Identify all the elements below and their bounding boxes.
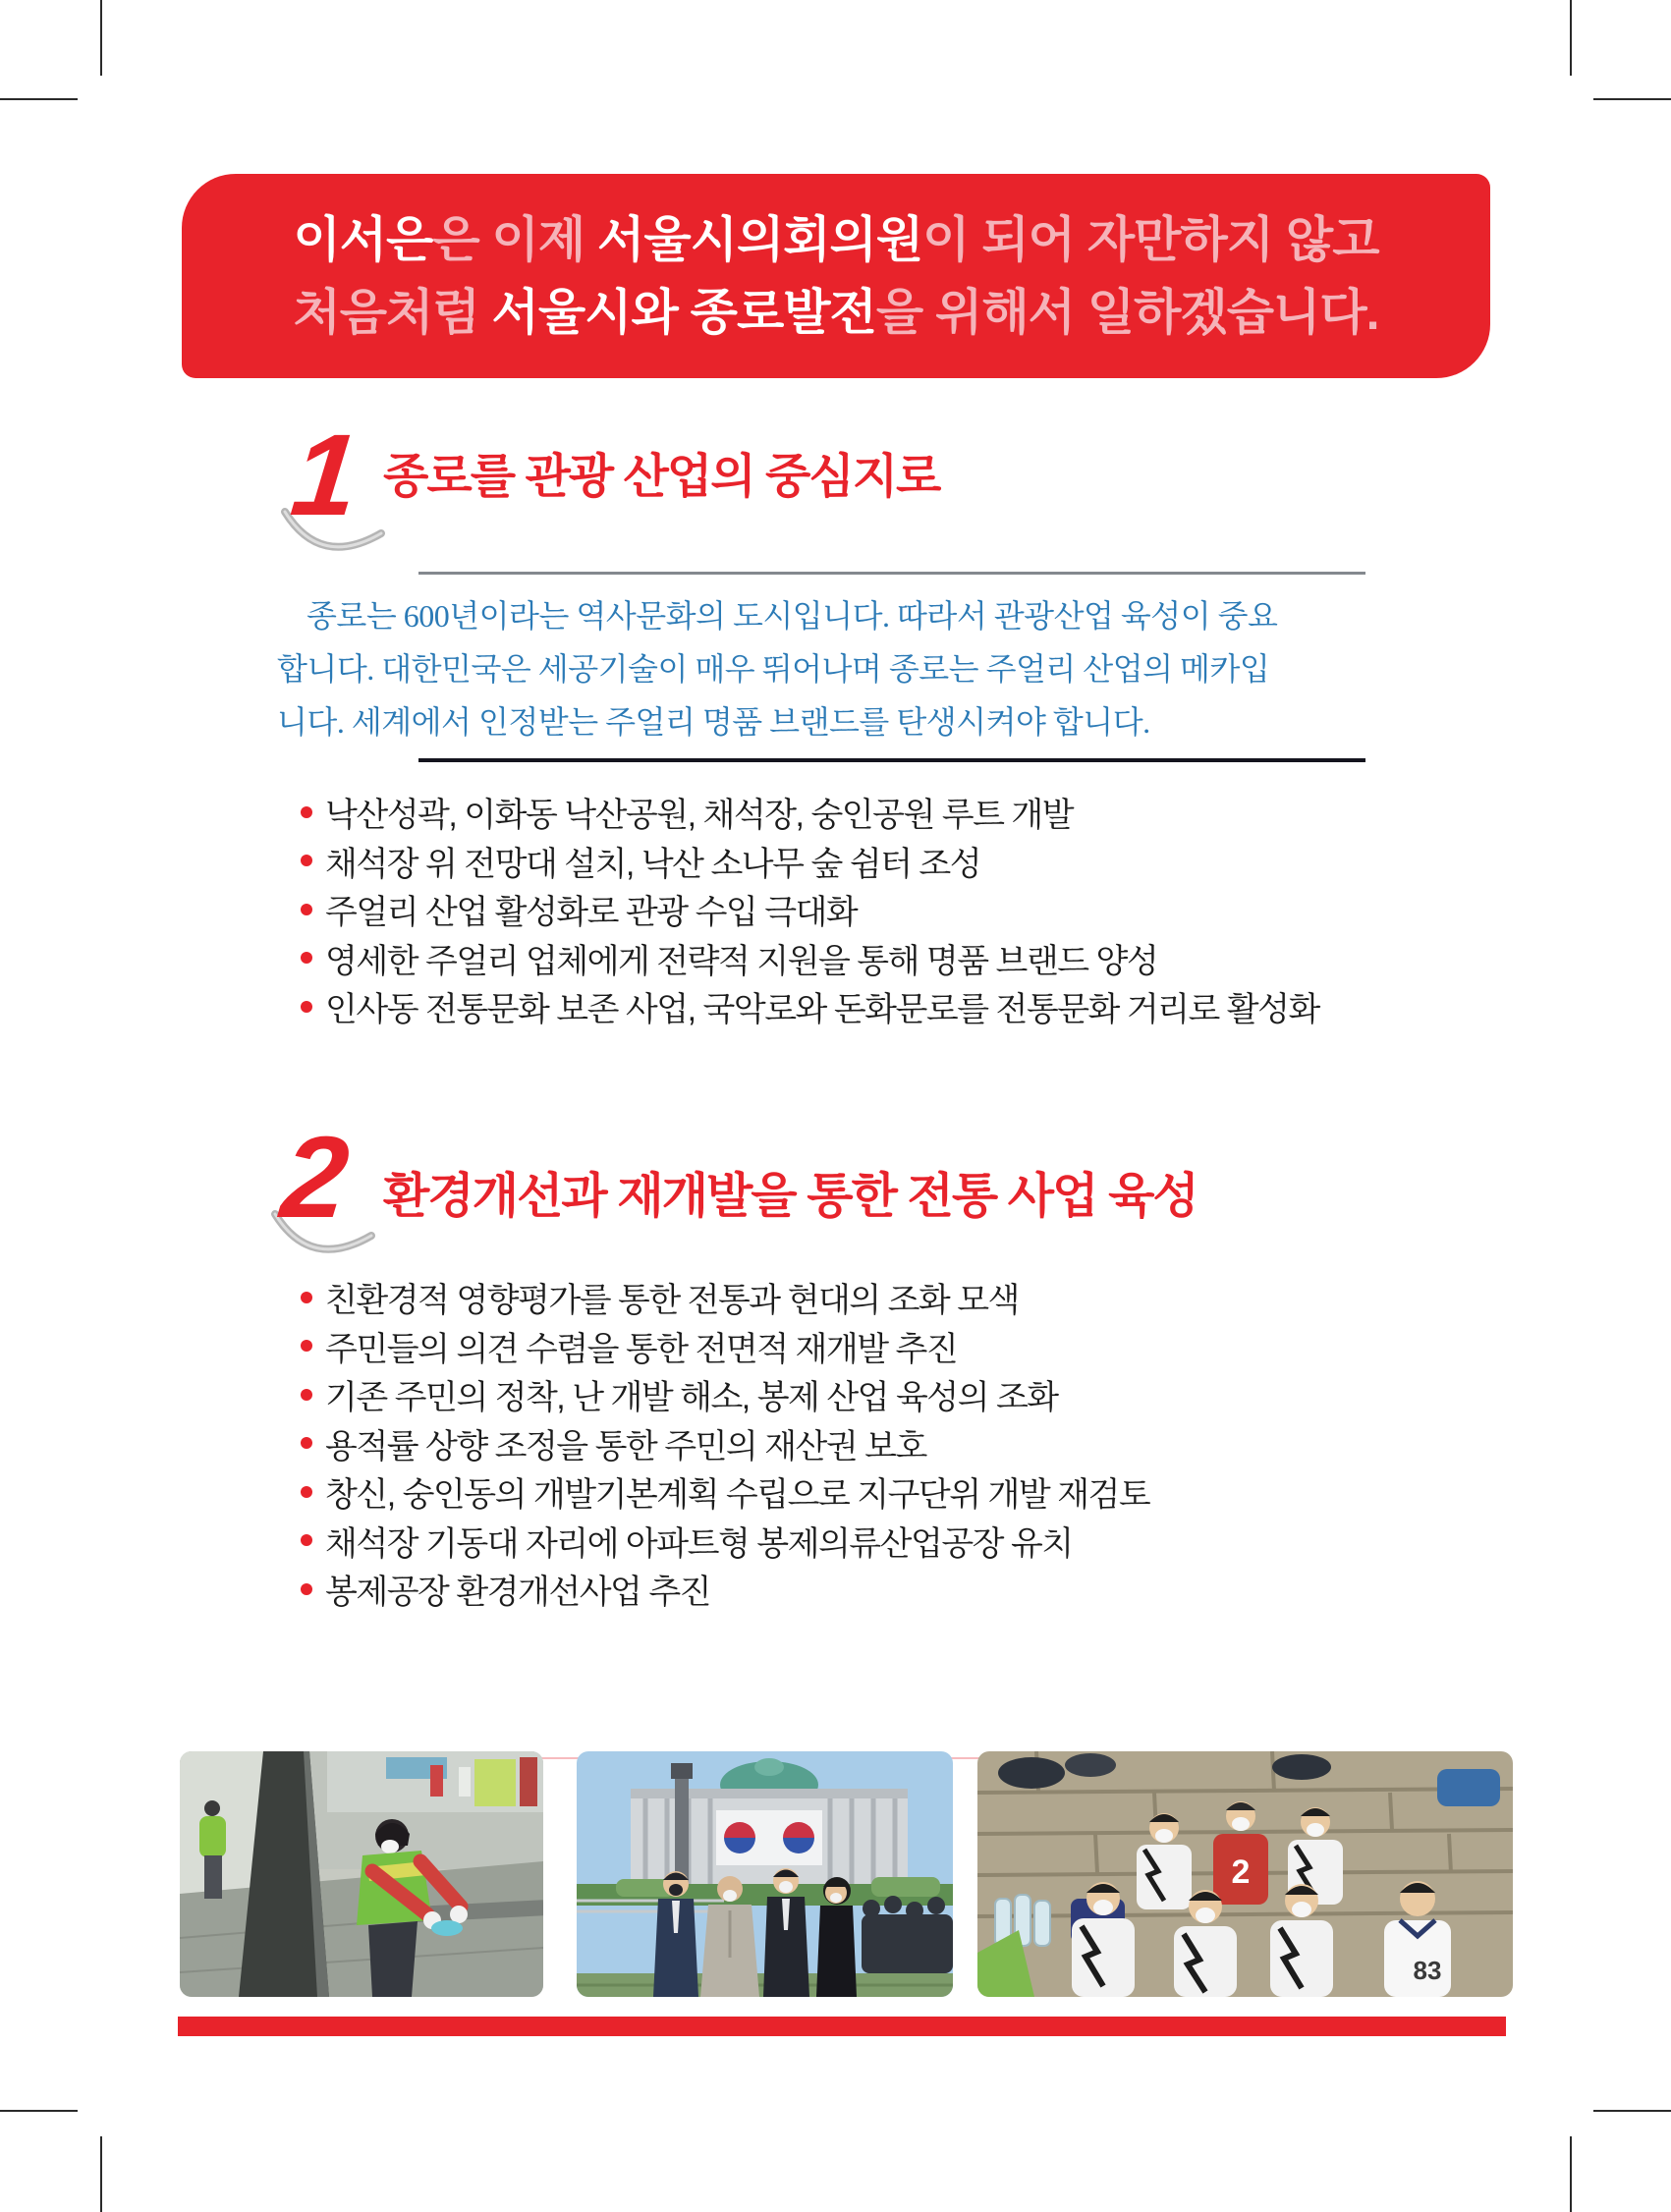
divider-top — [418, 572, 1365, 575]
list-item: 창신, 숭인동의 개발기본계획 수립으로 지구단위 개발 재검토 — [301, 1467, 1149, 1517]
trim-mark — [100, 0, 102, 76]
list-item: 봉제공장 환경개선사업 추진 — [301, 1565, 1149, 1614]
slogan-line-1: 이서은은 이제 서울시의회의원이 되어 자만하지 않고 — [293, 212, 1379, 267]
trim-mark — [1593, 2110, 1671, 2112]
candidate-name: 이서은 — [293, 212, 433, 267]
bullet-dot-icon — [301, 806, 312, 818]
bullet-dot-icon — [301, 1437, 312, 1449]
section-1-intro — [277, 589, 1375, 748]
trim-mark — [1593, 98, 1671, 100]
section-2-bullet-list — [301, 1273, 1149, 1614]
trim-mark — [1570, 0, 1572, 76]
sports-team-steps-photo — [977, 1751, 1513, 1997]
section-1-number: 1 — [275, 417, 403, 565]
bullet-dot-icon — [301, 1292, 312, 1303]
list-item: 채석장 기동대 자리에 아파트형 봉제의류산업공장 유치 — [301, 1517, 1149, 1566]
bullet-dot-icon — [301, 952, 312, 964]
list-item: 낙산성곽, 이화동 낙산공원, 채석장, 숭인공원 루트 개발 — [301, 788, 1319, 837]
bullet-dot-icon — [301, 855, 312, 866]
list-item: 용적률 상향 조정을 통한 주민의 재산권 보호 — [301, 1419, 1149, 1468]
slogan-line-2: 처음처럼 서울시와 종로발전을 위해서 일하겠습니다. — [293, 285, 1379, 340]
national-assembly-group-photo — [577, 1751, 953, 1997]
bullet-dot-icon — [301, 1486, 312, 1498]
jersey-number-back: 2 — [1231, 1853, 1251, 1891]
list-item: 기존 주민의 정착, 난 개발 해소, 봉제 산업 육성의 조화 — [301, 1370, 1149, 1419]
section-1-title: 종로를 관광 산업의 중심지로 — [383, 451, 940, 503]
bullet-dot-icon — [301, 904, 312, 915]
list-item: 주얼리 산업 활성화로 관광 수입 극대화 — [301, 885, 1319, 934]
section-1-bullet-list — [301, 788, 1319, 1031]
list-item: 인사동 전통문화 보존 사업, 국악로와 돈화문로를 전통문화 거리로 활성화 — [301, 982, 1319, 1031]
station-cleaning-photo — [180, 1751, 543, 1997]
bullet-dot-icon — [301, 1001, 312, 1013]
intro-line: 종로는 600년이라는 역사문화의 도시입니다. 따라서 관광산업 육성이 중요 — [306, 598, 1278, 634]
bullet-dot-icon — [301, 1583, 312, 1595]
bottom-red-bar — [178, 2017, 1506, 2036]
intro-line: 합니다. 대한민국은 세공기술이 매우 뛰어나며 종로는 주얼리 산업의 메카입 — [277, 651, 1270, 687]
bullet-dot-icon — [301, 1340, 312, 1352]
trim-mark — [0, 2110, 78, 2112]
list-item: 채석장 위 전망대 설치, 낙산 소나무 숲 쉼터 조성 — [301, 837, 1319, 886]
trim-mark — [1570, 2136, 1572, 2212]
bullet-dot-icon — [301, 1389, 312, 1401]
divider-bottom — [418, 758, 1365, 762]
slogan-banner — [182, 174, 1490, 378]
section-2-title: 환경개선과 재개발을 통한 전통 사업 육성 — [383, 1170, 1198, 1223]
intro-line: 니다. 세계에서 인정받는 주얼리 명품 브랜드를 탄생시켜야 합니다. — [277, 704, 1150, 740]
list-item: 친환경적 영향평가를 통한 전통과 현대의 조화 모색 — [301, 1273, 1149, 1322]
trim-mark — [100, 2136, 102, 2212]
bullet-dot-icon — [301, 1534, 312, 1546]
section-2-number: 2 — [265, 1120, 393, 1267]
trim-mark — [0, 98, 78, 100]
jersey-number-front: 83 — [1413, 1956, 1442, 1985]
list-item: 주민들의 의견 수렴을 통한 전면적 재개발 추진 — [301, 1322, 1149, 1371]
list-item: 영세한 주얼리 업체에게 전략적 지원을 통해 명품 브랜드 양성 — [301, 934, 1319, 983]
